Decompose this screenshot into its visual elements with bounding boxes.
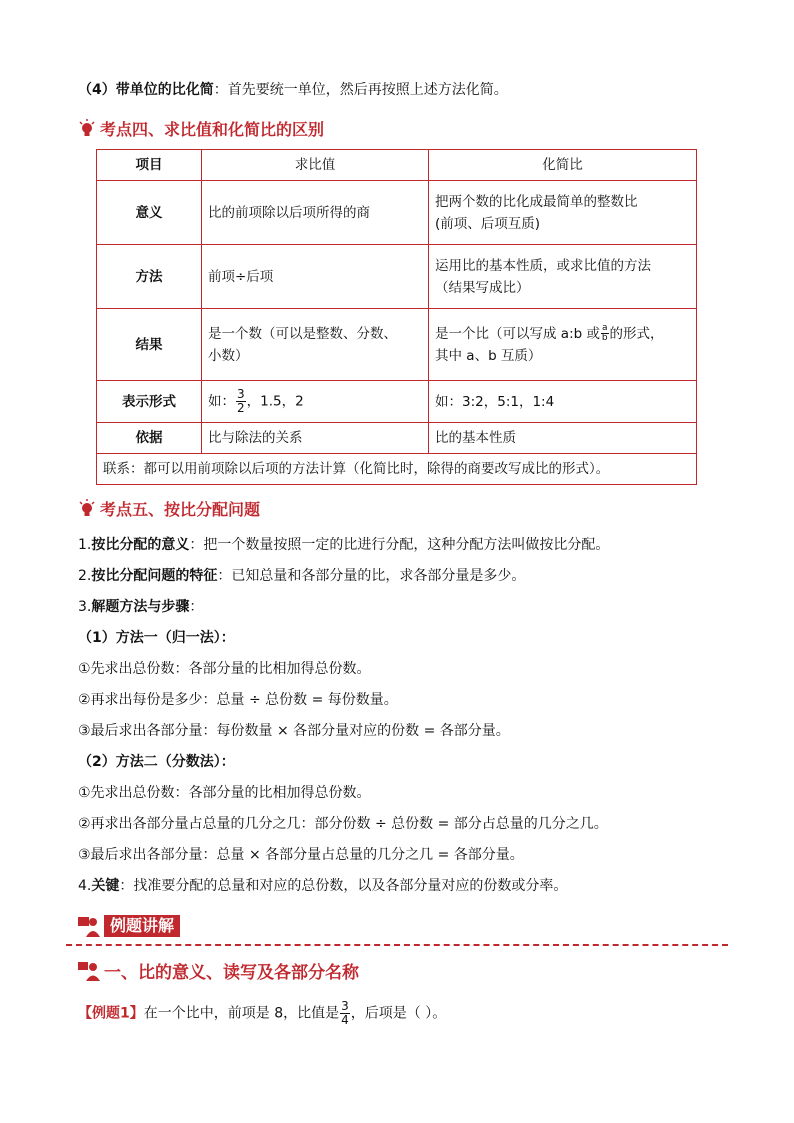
intro-line	[78, 80, 508, 100]
table-row	[97, 181, 697, 245]
table-footer-row	[97, 454, 697, 485]
item-number: 3.	[78, 599, 92, 615]
intro-bold: 带单位的比化简	[115, 82, 214, 98]
table-header-cell: 化简比	[429, 150, 697, 181]
section5-title: 考点五、按比分配问题	[100, 500, 261, 519]
section1-title: 一、比的意义、读写及各部分名称	[104, 963, 359, 983]
cell-text: 是一个比（可以写成 a:b 或	[435, 325, 600, 342]
table-row	[97, 245, 697, 309]
table-cell	[429, 309, 697, 381]
example-tag: 【例题1】	[78, 1005, 144, 1022]
example-text: ，后项是（ ）。	[350, 1005, 447, 1022]
cell-line: 运用比的基本性质，或求比值的方法	[435, 257, 651, 274]
row-label: 意义	[97, 181, 202, 245]
item-bold: 按比分配的意义	[91, 537, 190, 553]
item-4	[78, 876, 567, 896]
intro-prefix: （4）	[78, 82, 116, 98]
table-row	[97, 423, 697, 454]
table-cell	[429, 245, 697, 309]
table-row	[97, 381, 697, 423]
item-text: ：把一个数量按照一定的比进行分配，这种分配方法叫做按比分配。	[189, 537, 610, 553]
fraction	[236, 388, 246, 415]
cell-line: 把两个数的比化成最简单的整数比	[435, 193, 638, 210]
method-1-step-1: ①先求出总份数：各部分量的比相加得总份数。	[78, 661, 371, 677]
item-2	[78, 566, 525, 586]
table-header-cell: 项目	[97, 150, 202, 181]
method-2-title: （2）方法二（分数法）：	[78, 754, 235, 770]
item-bold: 解题方法与步骤	[91, 599, 190, 615]
intro-rest: ：首先要统一单位，然后再按照上述方法化简。	[213, 82, 508, 98]
fraction	[340, 1000, 350, 1027]
item-1	[78, 535, 609, 555]
cell-text: 如：	[208, 393, 235, 410]
cell-line: 小数）	[208, 347, 249, 364]
table-cell: 比的基本性质	[429, 423, 697, 454]
row-label: 表示形式	[97, 381, 202, 423]
fraction-numerator: 3	[237, 387, 245, 401]
fraction	[601, 324, 609, 343]
fraction-denominator: 4	[341, 1013, 349, 1027]
section4-heading	[78, 117, 324, 140]
item-number: 4.	[78, 878, 92, 894]
example-1	[78, 1000, 446, 1027]
table-cell	[202, 309, 429, 381]
example-text: 在一个比中，前项是 8，比值是	[143, 1005, 340, 1022]
item-text: ：	[189, 599, 204, 615]
cell-text: ，1.5，2	[246, 393, 304, 410]
item-text: ：找准要分配的总量和对应的总份数，以及各部分量对应的份数或分率。	[119, 878, 568, 894]
table-header-row	[97, 150, 697, 181]
item-number: 1.	[78, 537, 92, 553]
table-header-cell: 求比值	[202, 150, 429, 181]
cell-line	[435, 323, 690, 345]
method-2-step-2: ②再求出各部分量占总量的几分之几：部分份数 ÷ 总份数 = 部分占总量的几分之几。	[78, 816, 608, 832]
item-bold: 关键	[91, 878, 120, 894]
table-cell: 比的前项除以后项所得的商	[202, 181, 429, 245]
method-1-title: （1）方法一（归一法）：	[78, 630, 235, 646]
comparison-table	[96, 149, 697, 485]
cell-text: 的形式，	[609, 325, 664, 342]
fraction-numerator: a	[601, 323, 608, 333]
cell-line: 是一个数（可以是整数、分数、	[208, 325, 397, 342]
teacher-icon	[78, 915, 100, 937]
cell-line: 其中 a、b 互质）	[435, 347, 542, 364]
row-label: 结果	[97, 309, 202, 381]
table-cell	[429, 181, 697, 245]
row-label: 依据	[97, 423, 202, 454]
item-bold: 按比分配问题的特征	[91, 568, 218, 584]
example-banner	[78, 915, 180, 937]
item-3	[78, 597, 203, 617]
lightbulb-icon	[78, 499, 96, 519]
fraction-denominator: 2	[237, 401, 245, 415]
fraction-numerator: 3	[341, 999, 349, 1013]
cell-line: （结果写成比）	[435, 279, 530, 296]
table-cell: 如：3:2，5:1，1:4	[429, 381, 697, 423]
divider	[66, 944, 728, 946]
item-number: 2.	[78, 568, 92, 584]
table-cell: 前项÷后项	[202, 245, 429, 309]
table-cell	[202, 381, 429, 423]
table-row	[97, 309, 697, 381]
cell-line: (前项、后项互质)	[435, 215, 541, 232]
teacher-icon	[78, 961, 100, 981]
row-label: 方法	[97, 245, 202, 309]
section1-heading	[78, 958, 359, 983]
lightbulb-icon	[78, 119, 96, 139]
method-1-step-3: ③最后求出各部分量：每份数量 × 各部分量对应的份数 = 各部分量。	[78, 723, 510, 739]
method-2-step-1: ①先求出总份数：各部分量的比相加得总份数。	[78, 785, 371, 801]
table-footer: 联系：都可以用前项除以后项的方法计算（化简比时，除得的商要改写成比的形式）。	[97, 454, 697, 485]
example-banner-label: 例题讲解	[104, 915, 180, 937]
method-2-step-3: ③最后求出各部分量：总量 × 各部分量占总量的几分之几 = 各部分量。	[78, 847, 524, 863]
item-text: ：已知总量和各部分量的比，求各部分量是多少。	[217, 568, 526, 584]
section5-heading	[78, 497, 260, 520]
method-1-step-2: ②再求出每份是多少：总量 ÷ 总份数 = 每份数量。	[78, 692, 398, 708]
section4-title: 考点四、求比值和化简比的区别	[100, 120, 325, 139]
fraction-denominator: b	[601, 333, 608, 343]
table-cell: 比与除法的关系	[202, 423, 429, 454]
